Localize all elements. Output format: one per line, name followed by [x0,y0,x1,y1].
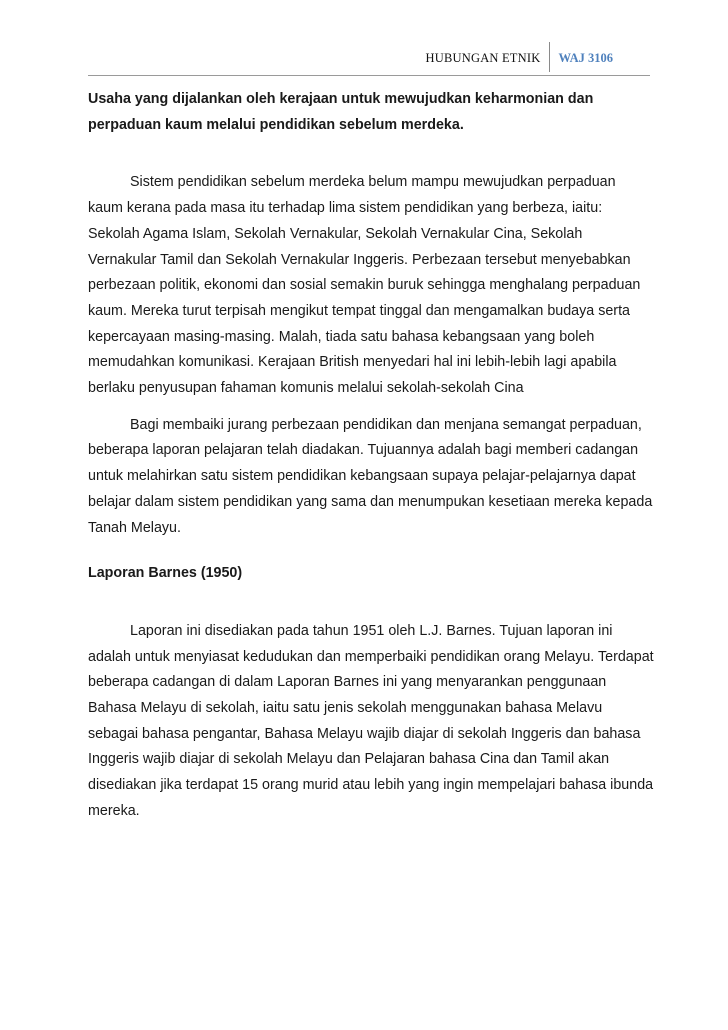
document-body [88,87,654,825]
paragraph-sistem-pendidikan: Sistem pendidikan sebelum merdeka belum mampu mewujudkan perpaduan kaum kerana pada masa itu terhadap lima sistem pendidikan yang berbeza, iaitu: Sekolah Agama Islam, Sekolah Vernakular, Sekolah Vernakular Cina, Sekolah Vernakular Tamil dan Sekolah Vernakular Inggeris. Perbezaan tersebut menyebabkan perbezaan politik, ekonomi dan sosial semakin buruk sehingga menghalang perpaduan kaum. Mereka turut terpisah mengikut tempat tinggal dan mengamalkan budaya serta kepercayaan masing-masing. Malah, tiada satu bahasa kebangsaan yang boleh memudahkan komunikasi. Kerajaan British menyedari hal ini lebih-lebih lagi apabila berlaku penyusupan fahaman komunis melalui sekolah-sekolah Cina [88,174,641,397]
spacer [88,138,654,170]
header-rule [88,75,650,76]
section-heading-usaha: Usaha yang dijalankan oleh kerajaan untuk mewujudkan keharmonian dan perpaduan kaum melalui pendidikan sebelum merdeka. [88,91,594,133]
paragraph-laporan-barnes: Laporan ini disediakan pada tahun 1951 oleh L.J. Barnes. Tujuan laporan ini adalah untuk menyiasat kedudukan dan memperbaiki pendidikan orang Melayu. Terdapat beberapa cadangan di dalam Laporan Barnes ini yang menyarankan penggunaan Bahasa Melayu di sekolah, iaitu satu jenis sekolah menggunakan bahasa Melavu sebagai bahasa pengantar, Bahasa Melayu wajib diajar di sekolah Inggeris dan bahasa Inggeris wajib diajar di sekolah Melayu dan Pelajaran bahasa Cina dan Tamil akan disediakan jika terdapat 15 orang murid atau lebih yang ingin mempelajari bahasa ibunda mereka. [88,622,654,819]
paragraph-bagi-membaiki: Bagi membaiki jurang perbezaan pendidikan dan menjana semangat perpaduan, beberapa laporan pelajaran telah diadakan. Tujuannya adalah bagi memberi cadangan untuk melahirkan satu sistem pendidikan kebangsaan supaya pelajar-pelajarnya dapat belajar dalam sistem pendidikan yang sama dan menumpukan kesetiaan mereka kepada Tanah Melayu. [88,416,653,536]
section-heading-laporan-barnes: Laporan Barnes (1950) [88,565,243,582]
spacer [88,541,654,561]
header-title: HUBUNGAN ETNIK [426,42,551,72]
course-code: WAJ 3106 [558,51,613,65]
spacer [88,402,654,413]
spacer [88,587,654,619]
page-header [426,42,613,72]
